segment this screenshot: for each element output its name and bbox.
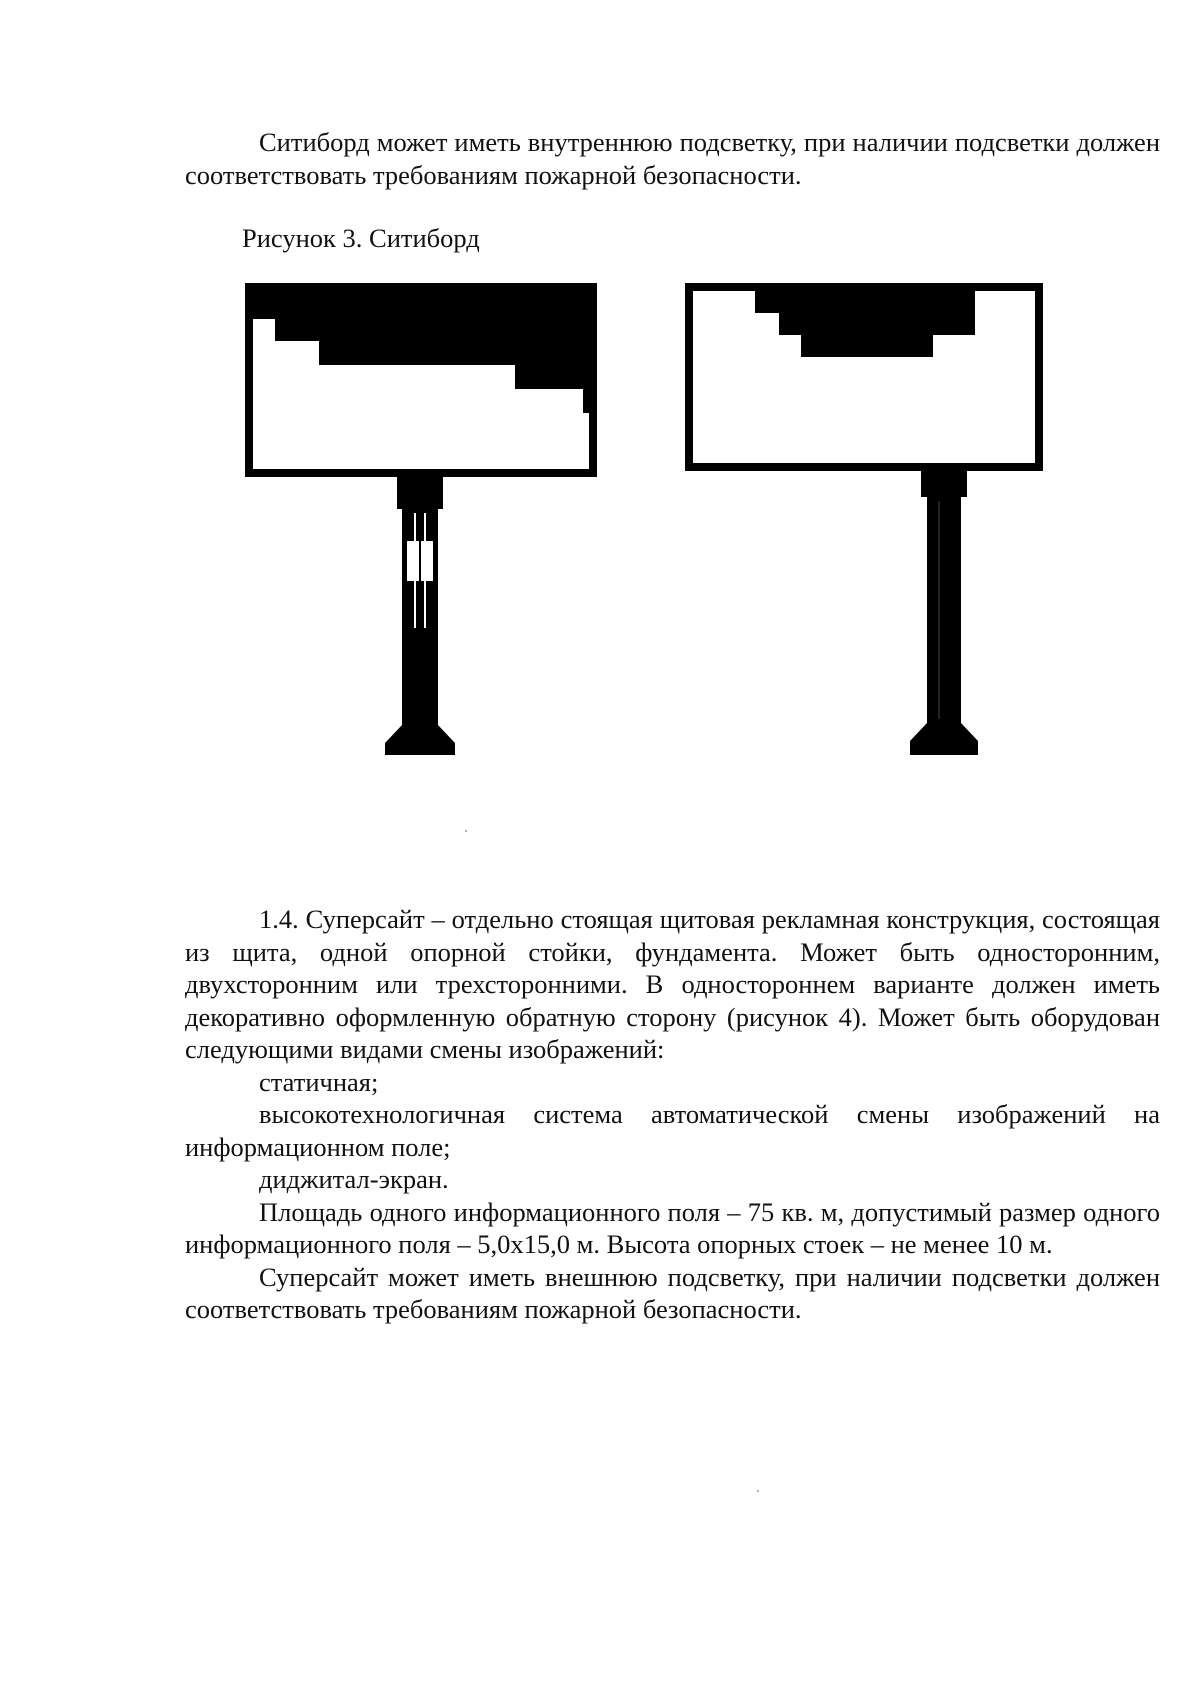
scan-artifact bbox=[757, 1490, 759, 1492]
cityboard-right-illustration bbox=[689, 287, 1039, 755]
paragraph-cityboard-lighting bbox=[185, 126, 1160, 191]
scan-artifact bbox=[465, 830, 467, 832]
pole-base bbox=[910, 723, 978, 755]
billboard-dark-fill bbox=[755, 291, 975, 357]
lighting-paragraph: Суперсайт может иметь внешнюю подсветку, при наличии подсветки должен соответствовать требованиям пожарной безопасности. bbox=[185, 1261, 1160, 1324]
pole-cap bbox=[921, 471, 967, 497]
pole-cap bbox=[397, 477, 443, 509]
pole bbox=[927, 497, 961, 723]
pole-base bbox=[385, 725, 455, 755]
list-item: высокотехнологичная система автоматической смены изображений на информационном поле; bbox=[185, 1099, 1160, 1162]
section-1-4 bbox=[185, 903, 1160, 1326]
figure-caption: Рисунок 3. Ситиборд bbox=[242, 223, 480, 253]
list-item: статичная; bbox=[259, 1066, 379, 1097]
cityboard-left-illustration bbox=[249, 287, 593, 755]
paragraph-text: Ситиборд может иметь внутреннюю подсветку, при наличии подсветки должен соответствовать требованиям пожарной безопасности. bbox=[185, 127, 1160, 190]
section-intro: 1.4. Суперсайт – отдельно стоящая щитовая рекламная конструкция, состоящая из щита, одной опорной стойки, фундамента. Может быть односторонним, двухсторонним или трехсторонними. В одностороннем варианте должен иметь декоративно оформленную обратную сторону (рисунок 4). Может быть оборудован следующими видами смены изображений: bbox=[185, 904, 1160, 1064]
list-item: диджитал-экран. bbox=[259, 1164, 449, 1194]
billboard-dark-fill bbox=[253, 291, 589, 413]
area-paragraph: Площадь одного информационного поля – 75 кв. м, допустимый размер одного информационного поля – 5,0х15,0 м. Высота опорных стоек – не менее 10 м. bbox=[185, 1196, 1160, 1259]
cityboard-figure bbox=[245, 283, 1145, 803]
